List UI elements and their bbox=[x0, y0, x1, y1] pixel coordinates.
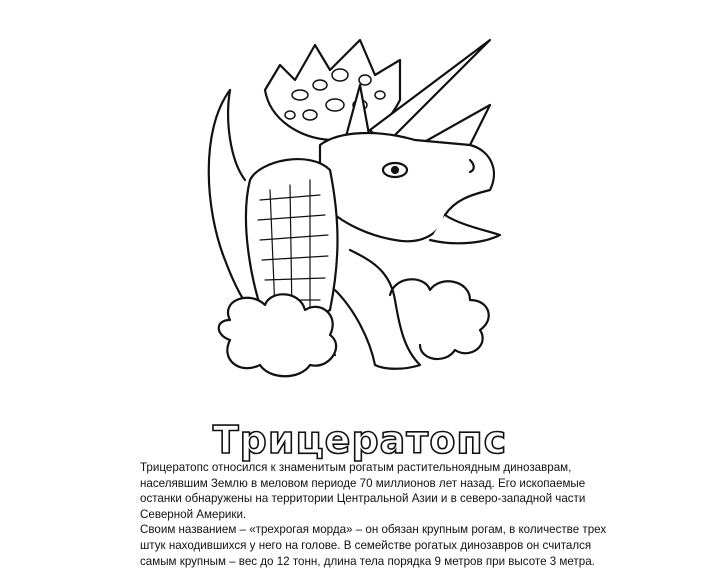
paragraph: Своим названием – «трехрогая морда» – он обязан крупным рогам, в количестве трех штук находившихся у него на голове. В семействе рогатых динозавров он считался самым крупным – вес до 12 тонн, длина тела порядка 9 метров при высоте 3 метра. bbox=[140, 523, 607, 568]
triceratops-illustration bbox=[170, 20, 560, 410]
page-title: Трицератопс bbox=[212, 418, 508, 462]
description-text bbox=[140, 460, 610, 569]
paragraph: Трицератопс относился к знаменитым рогатым растительноядным динозаврам, населявшим Землю в меловом периоде 70 миллионов лет назад. Его ископаемые останки обнаружены на территории Центральной Азии и в северо-западной части Северной Америки. bbox=[140, 461, 586, 521]
